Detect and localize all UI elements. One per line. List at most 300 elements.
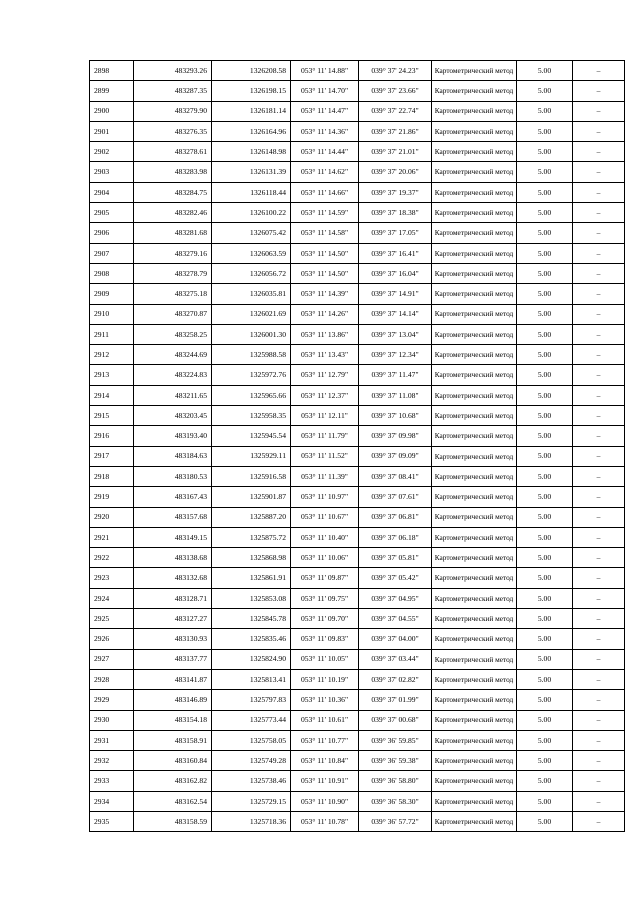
longitude-cell: 039° 37' 09.09" xyxy=(359,446,432,466)
x-coordinate-cell: 483167.43 xyxy=(134,487,212,507)
latitude-cell: 053° 11' 12.11" xyxy=(291,406,359,426)
table-row xyxy=(90,548,625,568)
method-cell: Картометрический метод xyxy=(432,568,517,588)
y-coordinate-cell: 1326001.30 xyxy=(212,324,291,344)
latitude-cell: 053° 11' 12.79" xyxy=(291,365,359,385)
longitude-cell: 039° 37' 08.41" xyxy=(359,466,432,486)
accuracy-cell: 5.00 xyxy=(517,771,573,791)
longitude-cell: 039° 37' 16.41" xyxy=(359,243,432,263)
point-number-cell: 2916 xyxy=(90,426,134,446)
latitude-cell: 053° 11' 14.26" xyxy=(291,304,359,324)
method-cell: Картометрический метод xyxy=(432,304,517,324)
latitude-cell: 053° 11' 10.19" xyxy=(291,669,359,689)
note-cell: – xyxy=(573,142,625,162)
x-coordinate-cell: 483278.79 xyxy=(134,263,212,283)
note-cell: – xyxy=(573,324,625,344)
accuracy-cell: 5.00 xyxy=(517,690,573,710)
y-coordinate-cell: 1325988.58 xyxy=(212,345,291,365)
y-coordinate-cell: 1325813.41 xyxy=(212,669,291,689)
x-coordinate-cell: 483130.93 xyxy=(134,629,212,649)
point-number-cell: 2929 xyxy=(90,690,134,710)
note-cell: – xyxy=(573,61,625,81)
accuracy-cell: 5.00 xyxy=(517,182,573,202)
x-coordinate-cell: 483132.68 xyxy=(134,568,212,588)
accuracy-cell: 5.00 xyxy=(517,406,573,426)
y-coordinate-cell: 1325875.72 xyxy=(212,527,291,547)
y-coordinate-cell: 1326181.14 xyxy=(212,101,291,121)
accuracy-cell: 5.00 xyxy=(517,669,573,689)
point-number-cell: 2901 xyxy=(90,121,134,141)
table-row xyxy=(90,791,625,811)
latitude-cell: 053° 11' 14.70" xyxy=(291,81,359,101)
table-row xyxy=(90,487,625,507)
accuracy-cell: 5.00 xyxy=(517,101,573,121)
accuracy-cell: 5.00 xyxy=(517,324,573,344)
y-coordinate-cell: 1325749.28 xyxy=(212,751,291,771)
point-number-cell: 2926 xyxy=(90,629,134,649)
point-number-cell: 2914 xyxy=(90,385,134,405)
note-cell: – xyxy=(573,81,625,101)
note-cell: – xyxy=(573,791,625,811)
point-number-cell: 2913 xyxy=(90,365,134,385)
latitude-cell: 053° 11' 14.88" xyxy=(291,61,359,81)
longitude-cell: 039° 37' 06.81" xyxy=(359,507,432,527)
x-coordinate-cell: 483149.15 xyxy=(134,527,212,547)
accuracy-cell: 5.00 xyxy=(517,304,573,324)
table-row xyxy=(90,223,625,243)
point-number-cell: 2911 xyxy=(90,324,134,344)
y-coordinate-cell: 1326100.22 xyxy=(212,203,291,223)
x-coordinate-cell: 483287.35 xyxy=(134,81,212,101)
point-number-cell: 2917 xyxy=(90,446,134,466)
accuracy-cell: 5.00 xyxy=(517,121,573,141)
method-cell: Картометрический метод xyxy=(432,446,517,466)
longitude-cell: 039° 37' 05.81" xyxy=(359,548,432,568)
x-coordinate-cell: 483282.46 xyxy=(134,203,212,223)
latitude-cell: 053° 11' 10.40" xyxy=(291,527,359,547)
method-cell: Картометрический метод xyxy=(432,629,517,649)
point-number-cell: 2915 xyxy=(90,406,134,426)
latitude-cell: 053° 11' 13.86" xyxy=(291,324,359,344)
method-cell: Картометрический метод xyxy=(432,243,517,263)
method-cell: Картометрический метод xyxy=(432,527,517,547)
point-number-cell: 2931 xyxy=(90,730,134,750)
table-row xyxy=(90,527,625,547)
method-cell: Картометрический метод xyxy=(432,588,517,608)
accuracy-cell: 5.00 xyxy=(517,487,573,507)
x-coordinate-cell: 483293.26 xyxy=(134,61,212,81)
longitude-cell: 039° 37' 24.23" xyxy=(359,61,432,81)
method-cell: Картометрический метод xyxy=(432,385,517,405)
method-cell: Картометрический метод xyxy=(432,466,517,486)
point-number-cell: 2910 xyxy=(90,304,134,324)
y-coordinate-cell: 1326164.96 xyxy=(212,121,291,141)
point-number-cell: 2921 xyxy=(90,527,134,547)
method-cell: Картометрический метод xyxy=(432,811,517,831)
latitude-cell: 053° 11' 11.52" xyxy=(291,446,359,466)
x-coordinate-cell: 483154.18 xyxy=(134,710,212,730)
point-number-cell: 2900 xyxy=(90,101,134,121)
table-row xyxy=(90,101,625,121)
y-coordinate-cell: 1325835.46 xyxy=(212,629,291,649)
note-cell: – xyxy=(573,345,625,365)
accuracy-cell: 5.00 xyxy=(517,730,573,750)
latitude-cell: 053° 11' 14.47" xyxy=(291,101,359,121)
accuracy-cell: 5.00 xyxy=(517,568,573,588)
longitude-cell: 039° 37' 06.18" xyxy=(359,527,432,547)
y-coordinate-cell: 1325718.36 xyxy=(212,811,291,831)
note-cell: – xyxy=(573,507,625,527)
y-coordinate-cell: 1325861.91 xyxy=(212,568,291,588)
x-coordinate-cell: 483203.45 xyxy=(134,406,212,426)
method-cell: Картометрический метод xyxy=(432,203,517,223)
accuracy-cell: 5.00 xyxy=(517,61,573,81)
accuracy-cell: 5.00 xyxy=(517,345,573,365)
accuracy-cell: 5.00 xyxy=(517,791,573,811)
method-cell: Картометрический метод xyxy=(432,101,517,121)
table-row xyxy=(90,243,625,263)
x-coordinate-cell: 483162.82 xyxy=(134,771,212,791)
latitude-cell: 053° 11' 10.97" xyxy=(291,487,359,507)
table-row xyxy=(90,81,625,101)
accuracy-cell: 5.00 xyxy=(517,223,573,243)
method-cell: Картометрический метод xyxy=(432,751,517,771)
latitude-cell: 053° 11' 11.79" xyxy=(291,426,359,446)
longitude-cell: 039° 37' 02.82" xyxy=(359,669,432,689)
latitude-cell: 053° 11' 14.44" xyxy=(291,142,359,162)
note-cell: – xyxy=(573,568,625,588)
y-coordinate-cell: 1326056.72 xyxy=(212,263,291,283)
point-number-cell: 2905 xyxy=(90,203,134,223)
accuracy-cell: 5.00 xyxy=(517,142,573,162)
table-row xyxy=(90,406,625,426)
accuracy-cell: 5.00 xyxy=(517,263,573,283)
coordinates-table xyxy=(89,60,625,832)
point-number-cell: 2934 xyxy=(90,791,134,811)
y-coordinate-cell: 1326075.42 xyxy=(212,223,291,243)
x-coordinate-cell: 483276.35 xyxy=(134,121,212,141)
accuracy-cell: 5.00 xyxy=(517,284,573,304)
y-coordinate-cell: 1326148.98 xyxy=(212,142,291,162)
method-cell: Картометрический метод xyxy=(432,730,517,750)
x-coordinate-cell: 483158.91 xyxy=(134,730,212,750)
table-row xyxy=(90,142,625,162)
latitude-cell: 053° 11' 12.37" xyxy=(291,385,359,405)
method-cell: Картометрический метод xyxy=(432,487,517,507)
note-cell: – xyxy=(573,385,625,405)
method-cell: Картометрический метод xyxy=(432,61,517,81)
table-row xyxy=(90,121,625,141)
note-cell: – xyxy=(573,162,625,182)
table-row xyxy=(90,771,625,791)
method-cell: Картометрический метод xyxy=(432,507,517,527)
x-coordinate-cell: 483211.65 xyxy=(134,385,212,405)
y-coordinate-cell: 1325958.35 xyxy=(212,406,291,426)
latitude-cell: 053° 11' 13.43" xyxy=(291,345,359,365)
longitude-cell: 039° 37' 14.14" xyxy=(359,304,432,324)
method-cell: Картометрический метод xyxy=(432,609,517,629)
method-cell: Картометрический метод xyxy=(432,669,517,689)
longitude-cell: 039° 36' 59.85" xyxy=(359,730,432,750)
longitude-cell: 039° 37' 07.61" xyxy=(359,487,432,507)
table-row xyxy=(90,710,625,730)
latitude-cell: 053° 11' 14.58" xyxy=(291,223,359,243)
x-coordinate-cell: 483137.77 xyxy=(134,649,212,669)
note-cell: – xyxy=(573,446,625,466)
latitude-cell: 053° 11' 14.39" xyxy=(291,284,359,304)
method-cell: Картометрический метод xyxy=(432,223,517,243)
accuracy-cell: 5.00 xyxy=(517,548,573,568)
y-coordinate-cell: 1325824.90 xyxy=(212,649,291,669)
note-cell: – xyxy=(573,426,625,446)
latitude-cell: 053° 11' 09.75" xyxy=(291,588,359,608)
latitude-cell: 053° 11' 10.61" xyxy=(291,710,359,730)
latitude-cell: 053° 11' 14.50" xyxy=(291,263,359,283)
table-row xyxy=(90,730,625,750)
table-row xyxy=(90,629,625,649)
longitude-cell: 039° 37' 19.37" xyxy=(359,182,432,202)
note-cell: – xyxy=(573,649,625,669)
accuracy-cell: 5.00 xyxy=(517,710,573,730)
latitude-cell: 053° 11' 10.36" xyxy=(291,690,359,710)
table-row xyxy=(90,61,625,81)
note-cell: – xyxy=(573,690,625,710)
longitude-cell: 039° 36' 58.30" xyxy=(359,791,432,811)
method-cell: Картометрический метод xyxy=(432,162,517,182)
y-coordinate-cell: 1325853.08 xyxy=(212,588,291,608)
table-row xyxy=(90,426,625,446)
note-cell: – xyxy=(573,406,625,426)
latitude-cell: 053° 11' 14.66" xyxy=(291,182,359,202)
table-row xyxy=(90,345,625,365)
table-row xyxy=(90,507,625,527)
method-cell: Картометрический метод xyxy=(432,182,517,202)
accuracy-cell: 5.00 xyxy=(517,507,573,527)
point-number-cell: 2909 xyxy=(90,284,134,304)
longitude-cell: 039° 37' 05.42" xyxy=(359,568,432,588)
y-coordinate-cell: 1326021.69 xyxy=(212,304,291,324)
method-cell: Картометрический метод xyxy=(432,345,517,365)
point-number-cell: 2924 xyxy=(90,588,134,608)
accuracy-cell: 5.00 xyxy=(517,609,573,629)
y-coordinate-cell: 1325887.20 xyxy=(212,507,291,527)
note-cell: – xyxy=(573,101,625,121)
latitude-cell: 053° 11' 10.78" xyxy=(291,811,359,831)
x-coordinate-cell: 483193.40 xyxy=(134,426,212,446)
longitude-cell: 039° 36' 58.80" xyxy=(359,771,432,791)
note-cell: – xyxy=(573,771,625,791)
latitude-cell: 053° 11' 09.70" xyxy=(291,609,359,629)
longitude-cell: 039° 37' 22.74" xyxy=(359,101,432,121)
latitude-cell: 053° 11' 14.36" xyxy=(291,121,359,141)
note-cell: – xyxy=(573,548,625,568)
method-cell: Картометрический метод xyxy=(432,690,517,710)
accuracy-cell: 5.00 xyxy=(517,426,573,446)
point-number-cell: 2925 xyxy=(90,609,134,629)
latitude-cell: 053° 11' 10.91" xyxy=(291,771,359,791)
longitude-cell: 039° 37' 04.55" xyxy=(359,609,432,629)
longitude-cell: 039° 37' 17.05" xyxy=(359,223,432,243)
point-number-cell: 2903 xyxy=(90,162,134,182)
x-coordinate-cell: 483146.89 xyxy=(134,690,212,710)
longitude-cell: 039° 37' 11.08" xyxy=(359,385,432,405)
table-row xyxy=(90,162,625,182)
longitude-cell: 039° 37' 21.86" xyxy=(359,121,432,141)
table-row xyxy=(90,649,625,669)
latitude-cell: 053° 11' 09.87" xyxy=(291,568,359,588)
table-row xyxy=(90,203,625,223)
note-cell: – xyxy=(573,487,625,507)
longitude-cell: 039° 37' 03.44" xyxy=(359,649,432,669)
point-number-cell: 2935 xyxy=(90,811,134,831)
longitude-cell: 039° 37' 01.99" xyxy=(359,690,432,710)
point-number-cell: 2898 xyxy=(90,61,134,81)
point-number-cell: 2933 xyxy=(90,771,134,791)
accuracy-cell: 5.00 xyxy=(517,446,573,466)
x-coordinate-cell: 483244.69 xyxy=(134,345,212,365)
latitude-cell: 053° 11' 14.59" xyxy=(291,203,359,223)
point-number-cell: 2908 xyxy=(90,263,134,283)
note-cell: – xyxy=(573,243,625,263)
table-row xyxy=(90,811,625,831)
x-coordinate-cell: 483127.27 xyxy=(134,609,212,629)
table-row xyxy=(90,669,625,689)
y-coordinate-cell: 1326208.58 xyxy=(212,61,291,81)
latitude-cell: 053° 11' 14.62" xyxy=(291,162,359,182)
latitude-cell: 053° 11' 10.84" xyxy=(291,751,359,771)
accuracy-cell: 5.00 xyxy=(517,365,573,385)
table-row xyxy=(90,751,625,771)
point-number-cell: 2906 xyxy=(90,223,134,243)
method-cell: Картометрический метод xyxy=(432,548,517,568)
x-coordinate-cell: 483157.68 xyxy=(134,507,212,527)
longitude-cell: 039° 37' 12.34" xyxy=(359,345,432,365)
method-cell: Картометрический метод xyxy=(432,649,517,669)
method-cell: Картометрический метод xyxy=(432,121,517,141)
y-coordinate-cell: 1325845.78 xyxy=(212,609,291,629)
accuracy-cell: 5.00 xyxy=(517,203,573,223)
table-row xyxy=(90,466,625,486)
accuracy-cell: 5.00 xyxy=(517,385,573,405)
table-row xyxy=(90,385,625,405)
longitude-cell: 039° 37' 13.04" xyxy=(359,324,432,344)
table-row xyxy=(90,324,625,344)
x-coordinate-cell: 483160.84 xyxy=(134,751,212,771)
x-coordinate-cell: 483158.59 xyxy=(134,811,212,831)
point-number-cell: 2922 xyxy=(90,548,134,568)
x-coordinate-cell: 483184.63 xyxy=(134,446,212,466)
y-coordinate-cell: 1325729.15 xyxy=(212,791,291,811)
accuracy-cell: 5.00 xyxy=(517,751,573,771)
note-cell: – xyxy=(573,730,625,750)
method-cell: Картометрический метод xyxy=(432,426,517,446)
latitude-cell: 053° 11' 10.06" xyxy=(291,548,359,568)
y-coordinate-cell: 1325929.11 xyxy=(212,446,291,466)
note-cell: – xyxy=(573,629,625,649)
longitude-cell: 039° 37' 00.68" xyxy=(359,710,432,730)
y-coordinate-cell: 1325945.54 xyxy=(212,426,291,446)
x-coordinate-cell: 483180.53 xyxy=(134,466,212,486)
x-coordinate-cell: 483279.16 xyxy=(134,243,212,263)
longitude-cell: 039° 36' 57.72" xyxy=(359,811,432,831)
note-cell: – xyxy=(573,203,625,223)
accuracy-cell: 5.00 xyxy=(517,629,573,649)
note-cell: – xyxy=(573,284,625,304)
table-row xyxy=(90,690,625,710)
table-row xyxy=(90,588,625,608)
x-coordinate-cell: 483270.87 xyxy=(134,304,212,324)
note-cell: – xyxy=(573,527,625,547)
table-row xyxy=(90,284,625,304)
method-cell: Картометрический метод xyxy=(432,771,517,791)
note-cell: – xyxy=(573,710,625,730)
x-coordinate-cell: 483128.71 xyxy=(134,588,212,608)
longitude-cell: 039° 37' 18.38" xyxy=(359,203,432,223)
x-coordinate-cell: 483275.18 xyxy=(134,284,212,304)
note-cell: – xyxy=(573,121,625,141)
accuracy-cell: 5.00 xyxy=(517,588,573,608)
longitude-cell: 039° 37' 10.68" xyxy=(359,406,432,426)
y-coordinate-cell: 1326131.39 xyxy=(212,162,291,182)
x-coordinate-cell: 483162.54 xyxy=(134,791,212,811)
method-cell: Картометрический метод xyxy=(432,791,517,811)
longitude-cell: 039° 37' 09.98" xyxy=(359,426,432,446)
point-number-cell: 2927 xyxy=(90,649,134,669)
accuracy-cell: 5.00 xyxy=(517,162,573,182)
longitude-cell: 039° 37' 14.91" xyxy=(359,284,432,304)
point-number-cell: 2899 xyxy=(90,81,134,101)
accuracy-cell: 5.00 xyxy=(517,811,573,831)
y-coordinate-cell: 1325916.58 xyxy=(212,466,291,486)
longitude-cell: 039° 36' 59.38" xyxy=(359,751,432,771)
point-number-cell: 2902 xyxy=(90,142,134,162)
table-body xyxy=(90,61,625,832)
longitude-cell: 039° 37' 16.04" xyxy=(359,263,432,283)
accuracy-cell: 5.00 xyxy=(517,243,573,263)
longitude-cell: 039° 37' 21.01" xyxy=(359,142,432,162)
y-coordinate-cell: 1325901.87 xyxy=(212,487,291,507)
point-number-cell: 2920 xyxy=(90,507,134,527)
y-coordinate-cell: 1325797.83 xyxy=(212,690,291,710)
table-row xyxy=(90,568,625,588)
note-cell: – xyxy=(573,365,625,385)
note-cell: – xyxy=(573,466,625,486)
point-number-cell: 2923 xyxy=(90,568,134,588)
point-number-cell: 2919 xyxy=(90,487,134,507)
table-row xyxy=(90,182,625,202)
note-cell: – xyxy=(573,223,625,243)
point-number-cell: 2930 xyxy=(90,710,134,730)
point-number-cell: 2918 xyxy=(90,466,134,486)
y-coordinate-cell: 1325758.05 xyxy=(212,730,291,750)
table-row xyxy=(90,304,625,324)
method-cell: Картометрический метод xyxy=(432,365,517,385)
note-cell: – xyxy=(573,304,625,324)
x-coordinate-cell: 483258.25 xyxy=(134,324,212,344)
point-number-cell: 2904 xyxy=(90,182,134,202)
table-row xyxy=(90,263,625,283)
latitude-cell: 053° 11' 10.67" xyxy=(291,507,359,527)
method-cell: Картометрический метод xyxy=(432,81,517,101)
note-cell: – xyxy=(573,588,625,608)
y-coordinate-cell: 1325965.66 xyxy=(212,385,291,405)
point-number-cell: 2907 xyxy=(90,243,134,263)
longitude-cell: 039° 37' 11.47" xyxy=(359,365,432,385)
x-coordinate-cell: 483141.87 xyxy=(134,669,212,689)
longitude-cell: 039° 37' 23.66" xyxy=(359,81,432,101)
table-row xyxy=(90,609,625,629)
note-cell: – xyxy=(573,751,625,771)
